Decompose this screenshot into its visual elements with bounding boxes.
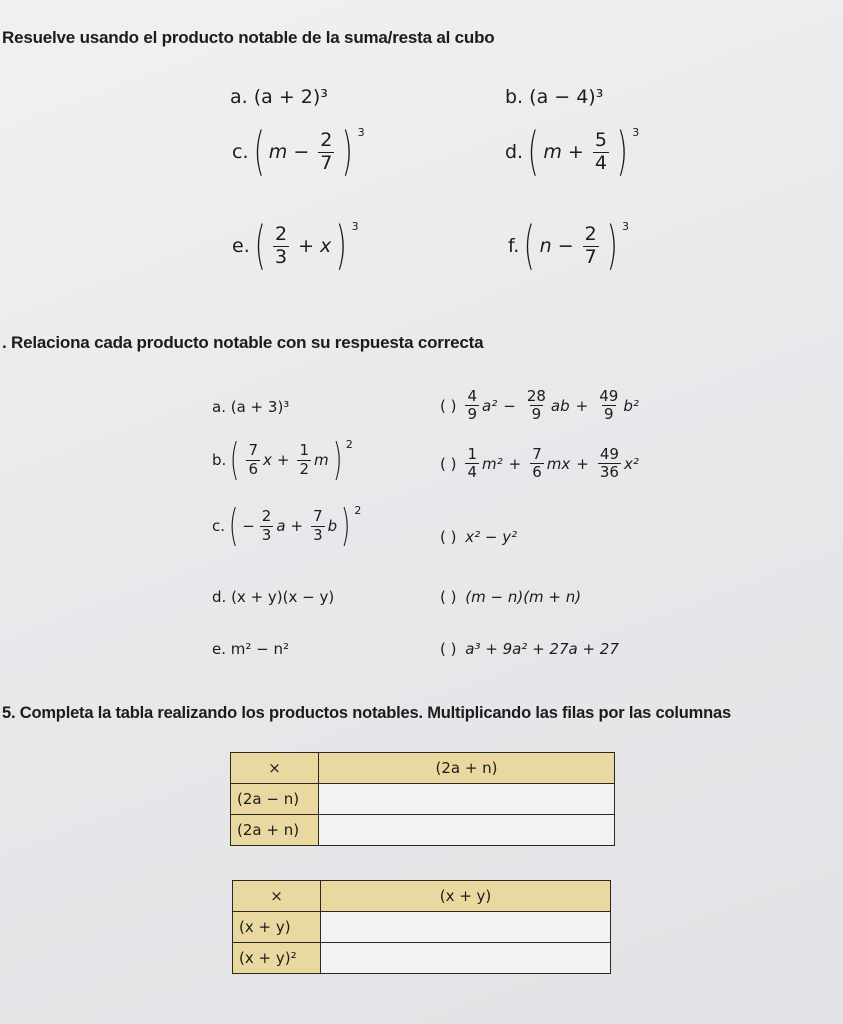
s2-right-5: ( ) a³ + 9a² + 27a + 27 xyxy=(440,640,619,658)
s2-left-c: c. ( − $\frac{2}{3}$ a + $\frac{7}{3}$ b ) $^2$ xyxy=(212,500,362,551)
s2-right-1: ( ) $\frac{4}{9}$ a² − $\frac{28}{9}$ ab + $\frac{49}{9}$ b² xyxy=(440,387,639,424)
products-table-2 xyxy=(232,880,611,974)
s2-left-b: b. ( $\frac{7}{6}$ x + $\frac{1}{2}$ m ) $^2$ xyxy=(212,434,353,485)
s2-left-a: a. (a + 3)³ xyxy=(212,398,290,416)
s1-item-e: e. ( $\frac{2}{3}$ + x ) $^3$ xyxy=(232,216,359,276)
s1-item-b: b. (a − 4)³ xyxy=(505,86,604,108)
s1-item-a: a. (a + 2)³ xyxy=(230,86,328,108)
table1-corner: × xyxy=(231,753,319,784)
table2-answer-cell-2[interactable] xyxy=(321,943,611,974)
table1-col-header: (2a + n) xyxy=(319,753,615,784)
table2-row-header-1: (x + y) xyxy=(233,912,321,943)
table2-row-header-2: (x + y)² xyxy=(233,943,321,974)
table2-answer-cell-1[interactable] xyxy=(321,912,611,943)
s2-left-d: d. (x + y)(x − y) xyxy=(212,588,335,606)
s1-item-f: f. ( n − $\frac{2}{7}$ ) $^3$ xyxy=(508,216,630,276)
section2-title: . Relaciona cada producto notable con su respuesta correcta xyxy=(2,333,484,352)
products-table-1 xyxy=(230,752,615,846)
table1-row-header-2: (2a + n) xyxy=(231,815,319,846)
table1-answer-cell-1[interactable] xyxy=(319,784,615,815)
section5-title: 5. Completa la tabla realizando los productos notables. Multiplicando las filas por las columnas xyxy=(2,704,731,722)
s2-right-3: ( ) x² − y² xyxy=(440,528,518,546)
section1-title: Resuelve usando el producto notable de la suma/resta al cubo xyxy=(2,28,495,47)
s1-item-c: c. ( m − $\frac{2}{7}$ ) $^3$ xyxy=(232,122,365,182)
s2-right-2: ( ) $\frac{1}{4}$ m² + $\frac{7}{6}$ mx + $\frac{49}{36}$ x² xyxy=(440,445,639,482)
s2-left-e: e. m² − n² xyxy=(212,640,290,658)
s2-right-4: ( ) (m − n)(m + n) xyxy=(440,588,582,606)
table1-answer-cell-2[interactable] xyxy=(319,815,615,846)
table2-corner: × xyxy=(233,881,321,912)
table2-col-header: (x + y) xyxy=(321,881,611,912)
table1-row-header-1: (2a − n) xyxy=(231,784,319,815)
s1-item-d: d. ( m + $\frac{5}{4}$ ) $^3$ xyxy=(505,122,640,182)
